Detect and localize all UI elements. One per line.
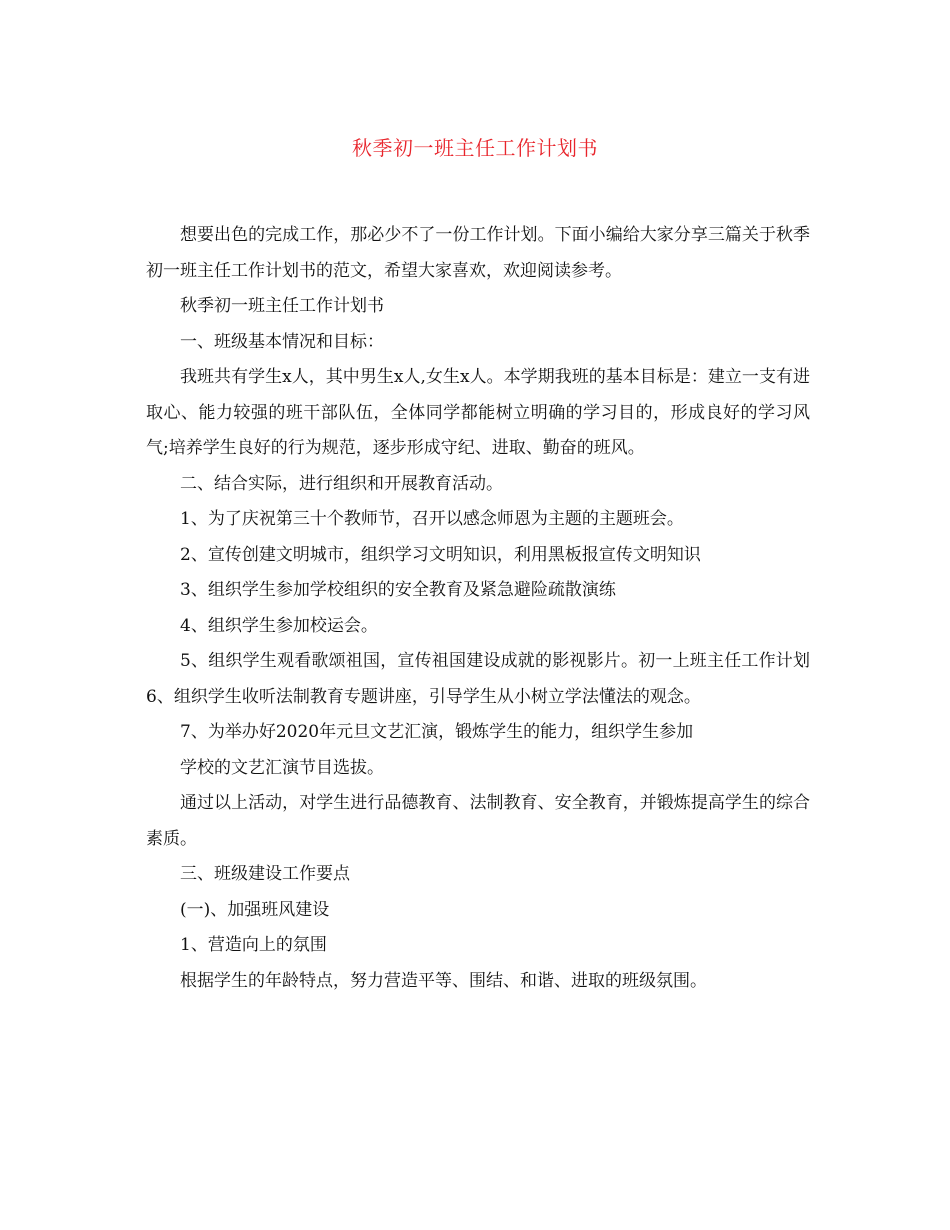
list-item-7-continued: 学校的文艺汇演节目选拔。 <box>180 757 384 778</box>
paragraph-atmosphere: 根据学生的年龄特点，努力营造平等、围结、和谐、进取的班级氛围。 <box>180 970 707 991</box>
list-item-2: 2、宣传创建文明城市，组织学习文明知识，利用黑板报宣传文明知识 <box>180 544 701 565</box>
list-item-3: 3、组织学生参加学校组织的安全教育及紧急避险疏散演练 <box>180 580 616 600</box>
list-item-1: 1、为了庆祝第三十个教师节，召开以感念师恩为主题的主题班会。 <box>180 509 684 529</box>
list-item-5: 5、组织学生观看歌颂祖国，宣传祖国建设成就的影视影片。初一上班主任工作计划6、组织学生收听法制教育专题讲座，引导学生从小树立学法懂法的观念。 <box>146 651 810 707</box>
section-heading-1: 一、班级基本情况和目标： <box>180 331 384 352</box>
paragraph-intro: 想要出色的完成工作，那必少不了一份工作计划。下面小编给大家分享三篇关于秋季初一班主任工作计划书的范文，希望大家喜欢，欢迎阅读参考。 <box>146 225 810 281</box>
subsection-heading: (一)、加强班风建设 <box>180 899 330 920</box>
document-body <box>146 218 810 999</box>
paragraph-summary: 通过以上活动，对学生进行品德教育、法制教育、安全教育，并锻炼提高学生的综合素质。 <box>146 793 810 849</box>
list-item-4: 4、组织学生参加校运会。 <box>180 615 378 636</box>
section-heading-2: 二、结合实际，进行组织和开展教育活动。 <box>180 473 503 494</box>
paragraph-class-info: 我班共有学生x人，其中男生x人,女生x人。本学期我班的基本目标是：建立一支有进取心、能力较强的班干部队伍，全体同学都能树立明确的学习目的，形成良好的学习风气;培养学生良好的行为规范，逐步形成守纪、进取、勤奋的班风。 <box>146 367 810 458</box>
list-item-7: 7、为举办好2020年元旦文艺汇演，锻炼学生的能力，组织学生参加 <box>180 722 694 742</box>
paragraph-subtitle: 秋季初一班主任工作计划书 <box>180 296 384 316</box>
document-title: 秋季初一班主任工作计划书 <box>352 136 598 160</box>
section-heading-3: 三、班级建设工作要点 <box>180 864 350 884</box>
subsection-item-1: 1、营造向上的氛围 <box>180 935 327 955</box>
